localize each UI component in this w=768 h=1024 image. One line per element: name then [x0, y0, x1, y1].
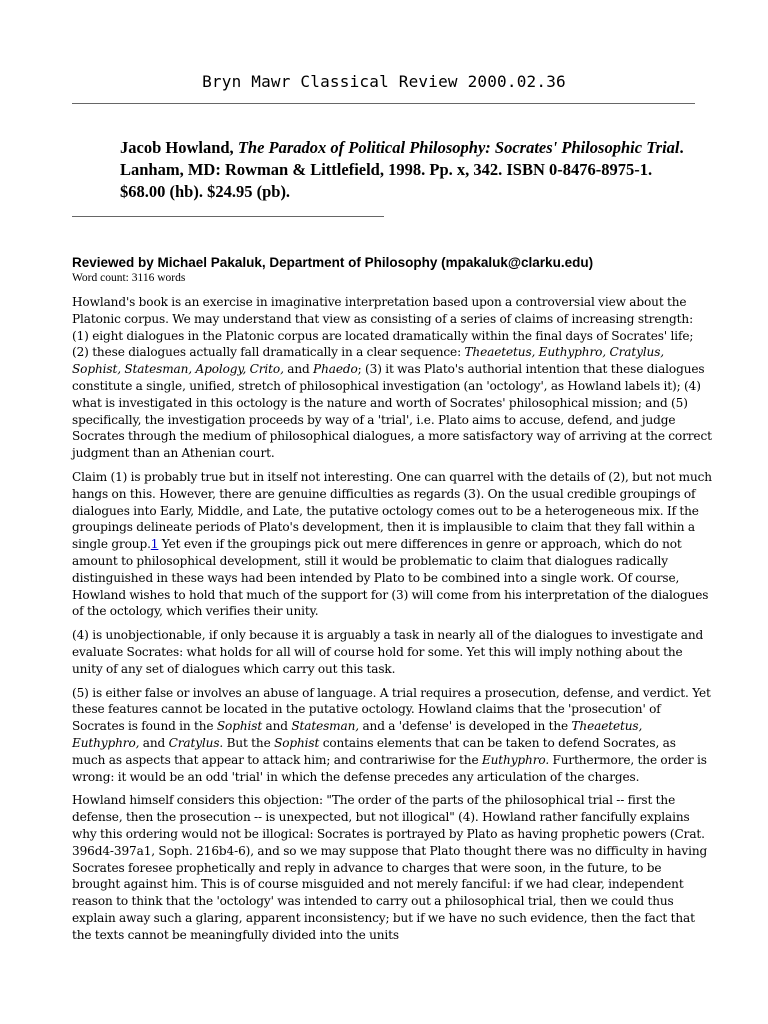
citation-title: The Paradox of Political Philosophy: Socrates' Philosophic Trial — [237, 138, 680, 157]
paragraph-2: Claim (1) is probably true but in itself not interesting. One can quarrel with the details of (2), but not much hangs on this. However, there are genuine difficulties as regards (3). On the usual credible groupings of dialogues into Early, Middle, and Late, the putative octology comes out to be a heterogeneous mix. If the groupings delineate periods of Plato's development, then it is implausible to claim that they fall within a single group.1 Yet even if the groupings pick out mere differences in genre or approach, which do not amount to philosophical development, still it would be problematic to claim that dialogues radically distinguished in these ways had been intended by Plato to be combined into a single work. Of course, Howland wishes to hold that much of the support for (3) will come from his interpretation of the dialogues of the octology, which verifies their unity. — [72, 469, 712, 619]
paragraph-1: Howland's book is an exercise in imaginative interpretation based upon a controversial view about the Platonic corpus. We may understand that view as consisting of a series of claims of increasing strength: (1) eight dialogues in the Platonic corpus are located dramatically within the final days of Socrates' life; (2) these dialogues actually fall dramatically in a clear sequence: Theaetetus, Euthyphro, Cratylus, Sophist, Statesman, Apology, Crito, and Phaedo; (3) it was Plato's authorial intention that these dialogues constitute a single, unified, stretch of philosophical investigation (an 'octology', as Howland labels it); (4) what is investigated in this octology is the nature and worth of Socrates' philosophical mission; and (5) specifically, the investigation proceeds by way of a 'trial', i.e. Plato aims to accuse, defend, and judge Socrates through the medium of philosophical dialogues, a more satisfactory way of arriving at the correct judgment than an Athenian court. — [72, 295, 712, 461]
paragraph-3: (4) is unobjectionable, if only because it is arguably a task in nearly all of the dialogues to investigate and evaluate Socrates: what holds for all will of course hold for some. Yet this will imply nothing about the unity of any set of dialogues which carry out this task. — [72, 628, 704, 676]
word-count: Word count: 3116 words — [72, 272, 186, 284]
citation-publication: . Lanham, MD: Rowman & Littlefield, 1998. Pp. x, 342. ISBN 0-8476-8975-1. $68.00 (hb). $24.95 (pb). — [120, 138, 684, 201]
divider-mid — [72, 216, 384, 217]
book-citation — [120, 137, 698, 203]
paragraph-5: Howland himself considers this objection: "The order of the parts of the philosophical trial -- first the defense, then the prosecution -- is unexpected, but not illogical" (4). Howland rather fancifully explains why this ordering would not be illogical: Socrates is portrayed by Plato as having prophetic powers (Crat. 396d4-397a1, Soph. 216b4-6), and so we may suppose that Plato thought there was no difficulty in having Socrates foresee prophetically and reply in advance to charges that were soon, in the future, to be brought against him. This is of course misguided and not merely fanciful: if we had clear, independent reason to think that the 'octology' was intended to carry out a philosophical trial, then we could thus explain away such a glaring, apparent inconsistency; but if we have no such evidence, then the fact that the texts cannot be meaningfully divided into the units — [72, 793, 708, 942]
paragraph-4: (5) is either false or involves an abuse of language. A trial requires a prosecution, defense, and verdict. Yet these features cannot be located in the putative octology. Howland claims that the 'prosecution' of Socrates is found in the Sophist and Statesman, and a 'defense' is developed in the Theaetetus, Euthyphro, and Cratylus. But the Sophist contains elements that can be taken to defend Socrates, as much as aspects that appear to attack him; and contrariwise for the Euthyphro. Furthermore, the order is wrong: it would be an odd 'trial' in which the defense precedes any articulation of the charges. — [72, 685, 711, 784]
page-title: Bryn Mawr Classical Review 2000.02.36 — [202, 72, 566, 91]
footnote-link-1[interactable]: 1 — [150, 537, 159, 552]
divider-top — [72, 103, 695, 104]
citation-author: Jacob Howland, — [120, 138, 238, 157]
reviewer-line: Reviewed by Michael Pakaluk, Department of Philosophy (mpakaluk@clarku.edu) — [72, 255, 594, 270]
review-body — [72, 294, 712, 950]
